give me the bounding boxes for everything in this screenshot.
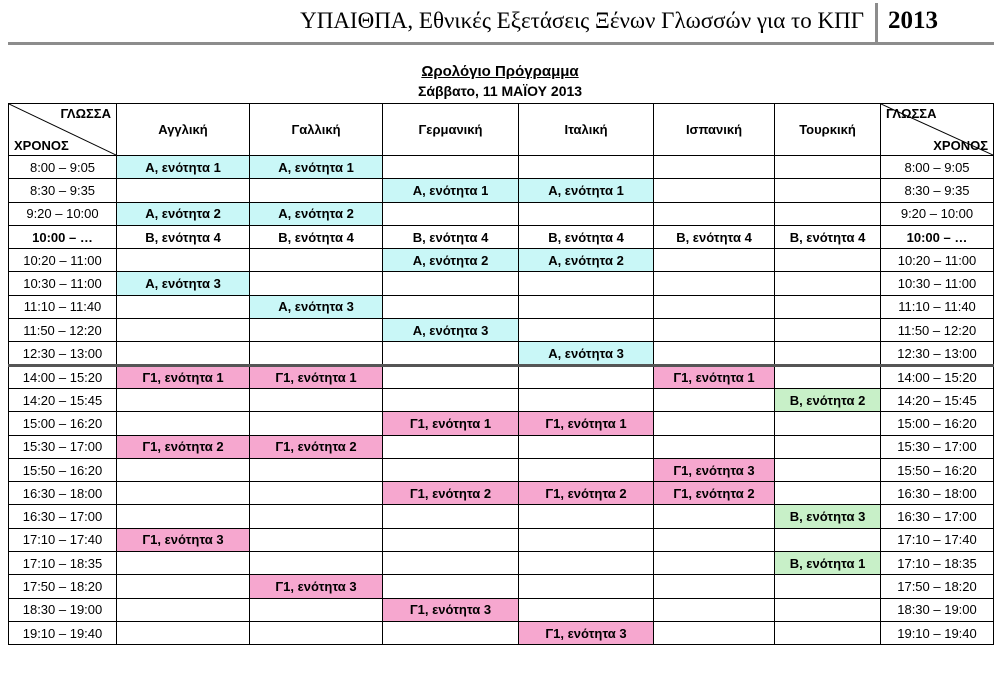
schedule-cell: Β, ενότητα 4 — [775, 225, 881, 248]
schedule-cell — [775, 272, 881, 295]
schedule-cell — [519, 202, 654, 225]
schedule-cell: Γ1, ενότητα 1 — [654, 365, 775, 388]
schedule-cell — [654, 249, 775, 272]
schedule-cell — [117, 295, 250, 318]
schedule-cell — [519, 458, 654, 481]
time-cell-right: 17:50 – 18:20 — [881, 575, 994, 598]
table-row — [9, 295, 994, 318]
table-row — [9, 388, 994, 411]
schedule-cell — [383, 575, 519, 598]
time-cell-right: 15:00 – 16:20 — [881, 412, 994, 435]
schedule-cell — [383, 156, 519, 179]
schedule-cell — [775, 365, 881, 388]
schedule-cell — [654, 388, 775, 411]
schedule-cell: Γ1, ενότητα 1 — [250, 365, 383, 388]
schedule-cell: Α, ενότητα 1 — [519, 179, 654, 202]
time-cell: 8:00 – 9:05 — [9, 156, 117, 179]
schedule-cell — [383, 295, 519, 318]
language-header: Ισπανική — [654, 104, 775, 156]
table-row — [9, 552, 994, 575]
time-cell: 16:30 – 17:00 — [9, 505, 117, 528]
table-row — [9, 156, 994, 179]
time-cell-right: 11:50 – 12:20 — [881, 319, 994, 342]
schedule-cell — [519, 435, 654, 458]
time-cell: 10:20 – 11:00 — [9, 249, 117, 272]
schedule-cell — [117, 575, 250, 598]
schedule-cell: Β, ενότητα 4 — [117, 225, 250, 248]
schedule-cell — [250, 505, 383, 528]
time-cell-right: 10:30 – 11:00 — [881, 272, 994, 295]
time-cell-right: 12:30 – 13:00 — [881, 342, 994, 365]
schedule-cell — [383, 552, 519, 575]
schedule-cell — [654, 598, 775, 621]
time-cell: 17:10 – 18:35 — [9, 552, 117, 575]
table-row — [9, 225, 994, 248]
schedule-cell — [775, 412, 881, 435]
schedule-cell — [250, 272, 383, 295]
table-row — [9, 412, 994, 435]
schedule-cell — [250, 319, 383, 342]
schedule-cell: Β, ενότητα 4 — [250, 225, 383, 248]
schedule-cell: Β, ενότητα 4 — [383, 225, 519, 248]
schedule-cell — [519, 528, 654, 551]
schedule-cell — [654, 272, 775, 295]
schedule-body — [9, 104, 994, 645]
schedule-cell — [383, 528, 519, 551]
schedule-cell — [519, 505, 654, 528]
schedule-cell — [775, 202, 881, 225]
time-cell: 17:50 – 18:20 — [9, 575, 117, 598]
language-header: Αγγλική — [117, 104, 250, 156]
schedule-cell — [117, 412, 250, 435]
schedule-cell: Α, ενότητα 1 — [117, 156, 250, 179]
time-cell-right: 10:20 – 11:00 — [881, 249, 994, 272]
schedule-cell: Γ1, ενότητα 2 — [117, 435, 250, 458]
schedule-cell — [775, 528, 881, 551]
table-row — [9, 598, 994, 621]
schedule-cell — [519, 156, 654, 179]
schedule-cell — [250, 388, 383, 411]
time-cell: 14:20 – 15:45 — [9, 388, 117, 411]
schedule-cell — [775, 482, 881, 505]
schedule-cell: Α, ενότητα 2 — [117, 202, 250, 225]
language-header: Ιταλική — [519, 104, 654, 156]
schedule-cell: Α, ενότητα 3 — [117, 272, 250, 295]
schedule-cell — [383, 621, 519, 644]
schedule-cell — [117, 505, 250, 528]
table-row — [9, 505, 994, 528]
time-cell: 19:10 – 19:40 — [9, 621, 117, 644]
time-cell: 10:00 – … — [9, 225, 117, 248]
schedule-cell — [250, 598, 383, 621]
schedule-cell — [775, 295, 881, 318]
schedule-cell: Β, ενότητα 4 — [654, 225, 775, 248]
table-row — [9, 482, 994, 505]
schedule-cell — [383, 505, 519, 528]
schedule-cell — [654, 179, 775, 202]
language-header: Γερμανική — [383, 104, 519, 156]
schedule-cell — [775, 598, 881, 621]
schedule-cell: Β, ενότητα 4 — [519, 225, 654, 248]
time-cell: 8:30 – 9:35 — [9, 179, 117, 202]
table-row — [9, 179, 994, 202]
schedule-cell: Α, ενότητα 2 — [519, 249, 654, 272]
schedule-cell: Β, ενότητα 1 — [775, 552, 881, 575]
table-row — [9, 621, 994, 644]
time-cell-right: 11:10 – 11:40 — [881, 295, 994, 318]
schedule-cell — [250, 482, 383, 505]
schedule-cell — [654, 435, 775, 458]
schedule-cell: Α, ενότητα 1 — [250, 156, 383, 179]
schedule-cell — [775, 342, 881, 365]
time-cell-right: 10:00 – … — [881, 225, 994, 248]
schedule-cell — [519, 365, 654, 388]
corner-label-language: ΓΛΩΣΣΑ — [886, 106, 937, 121]
schedule-cell — [117, 249, 250, 272]
schedule-cell — [654, 156, 775, 179]
schedule-cell: Γ1, ενότητα 2 — [250, 435, 383, 458]
schedule-cell: Γ1, ενότητα 1 — [117, 365, 250, 388]
schedule-cell — [383, 458, 519, 481]
schedule-cell: Α, ενότητα 3 — [250, 295, 383, 318]
time-cell-right: 14:20 – 15:45 — [881, 388, 994, 411]
schedule-cell — [250, 179, 383, 202]
schedule-cell — [654, 575, 775, 598]
language-header: Τουρκική — [775, 104, 881, 156]
schedule-cell — [654, 528, 775, 551]
time-cell-right: 14:00 – 15:20 — [881, 365, 994, 388]
time-cell: 17:10 – 17:40 — [9, 528, 117, 551]
schedule-cell — [654, 202, 775, 225]
time-cell: 14:00 – 15:20 — [9, 365, 117, 388]
schedule-cell: Β, ενότητα 2 — [775, 388, 881, 411]
time-cell: 16:30 – 18:00 — [9, 482, 117, 505]
table-row — [9, 249, 994, 272]
schedule-cell — [117, 598, 250, 621]
schedule-cell — [383, 365, 519, 388]
time-cell-right: 17:10 – 17:40 — [881, 528, 994, 551]
schedule-cell — [775, 249, 881, 272]
table-row — [9, 365, 994, 388]
schedule-cell — [775, 575, 881, 598]
time-cell-right: 19:10 – 19:40 — [881, 621, 994, 644]
schedule-cell: Α, ενότητα 2 — [383, 249, 519, 272]
language-header: Γαλλική — [250, 104, 383, 156]
schedule-cell: Α, ενότητα 3 — [519, 342, 654, 365]
time-cell-right: 15:50 – 16:20 — [881, 458, 994, 481]
schedule-cell: Γ1, ενότητα 3 — [250, 575, 383, 598]
schedule-cell: Α, ενότητα 2 — [250, 202, 383, 225]
schedule-cell: Γ1, ενότητα 3 — [383, 598, 519, 621]
page-header — [8, 0, 994, 45]
schedule-cell — [117, 552, 250, 575]
schedule-cell: Γ1, ενότητα 1 — [383, 412, 519, 435]
header-title: ΥΠΑΙΘΠΑ, Εθνικές Εξετάσεις Ξένων Γλωσσών για το ΚΠΓ — [300, 8, 864, 33]
schedule-cell — [775, 621, 881, 644]
schedule-cell — [654, 505, 775, 528]
schedule-cell — [117, 179, 250, 202]
schedule-cell — [775, 458, 881, 481]
schedule-cell — [117, 319, 250, 342]
time-cell: 11:10 – 11:40 — [9, 295, 117, 318]
table-row — [9, 342, 994, 365]
schedule-cell — [775, 435, 881, 458]
schedule-cell — [117, 458, 250, 481]
schedule-cell — [519, 552, 654, 575]
schedule-cell — [519, 295, 654, 318]
time-cell-right: 9:20 – 10:00 — [881, 202, 994, 225]
corner-header-right — [881, 104, 994, 156]
table-row — [9, 458, 994, 481]
schedule-cell: Α, ενότητα 1 — [383, 179, 519, 202]
schedule-cell — [117, 482, 250, 505]
time-cell-right: 17:10 – 18:35 — [881, 552, 994, 575]
schedule-cell — [383, 342, 519, 365]
schedule-cell: Γ1, ενότητα 2 — [383, 482, 519, 505]
schedule-cell: Γ1, ενότητα 3 — [117, 528, 250, 551]
time-cell: 12:30 – 13:00 — [9, 342, 117, 365]
schedule-cell — [117, 388, 250, 411]
schedule-cell — [519, 575, 654, 598]
schedule-cell — [117, 621, 250, 644]
table-row — [9, 319, 994, 342]
schedule-cell — [383, 272, 519, 295]
schedule-cell — [654, 342, 775, 365]
table-row — [9, 202, 994, 225]
table-row — [9, 272, 994, 295]
schedule-cell — [250, 458, 383, 481]
time-cell: 9:20 – 10:00 — [9, 202, 117, 225]
schedule-cell — [383, 202, 519, 225]
schedule-cell — [654, 412, 775, 435]
schedule-cell — [250, 412, 383, 435]
schedule-cell — [117, 342, 250, 365]
schedule-cell: Γ1, ενότητα 3 — [519, 621, 654, 644]
schedule-cell — [654, 621, 775, 644]
table-row — [9, 575, 994, 598]
schedule-cell — [519, 319, 654, 342]
schedule-cell: Γ1, ενότητα 3 — [654, 458, 775, 481]
time-cell: 15:50 – 16:20 — [9, 458, 117, 481]
document-subtitle: Σάββατο, 11 ΜΑΪΟΥ 2013 — [417, 83, 583, 99]
schedule-cell: Γ1, ενότητα 1 — [519, 412, 654, 435]
time-cell: 10:30 – 11:00 — [9, 272, 117, 295]
schedule-cell — [775, 319, 881, 342]
schedule-cell — [654, 552, 775, 575]
time-cell-right: 15:30 – 17:00 — [881, 435, 994, 458]
schedule-cell — [250, 621, 383, 644]
time-cell: 15:00 – 16:20 — [9, 412, 117, 435]
time-cell: 11:50 – 12:20 — [9, 319, 117, 342]
schedule-cell — [519, 598, 654, 621]
schedule-cell — [654, 295, 775, 318]
schedule-cell — [519, 388, 654, 411]
schedule-cell — [250, 552, 383, 575]
schedule-cell — [654, 319, 775, 342]
schedule-table — [8, 103, 994, 645]
time-cell: 18:30 – 19:00 — [9, 598, 117, 621]
schedule-cell — [383, 435, 519, 458]
header-row — [9, 104, 994, 156]
time-cell-right: 8:00 – 9:05 — [881, 156, 994, 179]
schedule-cell — [775, 179, 881, 202]
corner-label-language: ΓΛΩΣΣΑ — [60, 106, 111, 121]
schedule-cell: Α, ενότητα 3 — [383, 319, 519, 342]
time-cell-right: 16:30 – 18:00 — [881, 482, 994, 505]
corner-label-time: ΧΡΟΝΟΣ — [14, 138, 69, 153]
schedule-cell: Γ1, ενότητα 2 — [519, 482, 654, 505]
schedule-cell — [383, 388, 519, 411]
schedule-cell — [250, 528, 383, 551]
schedule-cell: Γ1, ενότητα 2 — [654, 482, 775, 505]
corner-header-left — [9, 104, 117, 156]
schedule-cell — [250, 249, 383, 272]
time-cell: 15:30 – 17:00 — [9, 435, 117, 458]
corner-label-time: ΧΡΟΝΟΣ — [933, 138, 988, 153]
time-cell-right: 16:30 – 17:00 — [881, 505, 994, 528]
table-row — [9, 435, 994, 458]
header-year: 2013 — [888, 7, 938, 34]
schedule-cell — [775, 156, 881, 179]
schedule-cell: Β, ενότητα 3 — [775, 505, 881, 528]
time-cell-right: 18:30 – 19:00 — [881, 598, 994, 621]
schedule-cell — [250, 342, 383, 365]
document-title: Ωρολόγιο Πρόγραμμα — [421, 63, 579, 80]
header-divider — [875, 3, 878, 42]
time-cell-right: 8:30 – 9:35 — [881, 179, 994, 202]
schedule-cell — [519, 272, 654, 295]
table-row — [9, 528, 994, 551]
